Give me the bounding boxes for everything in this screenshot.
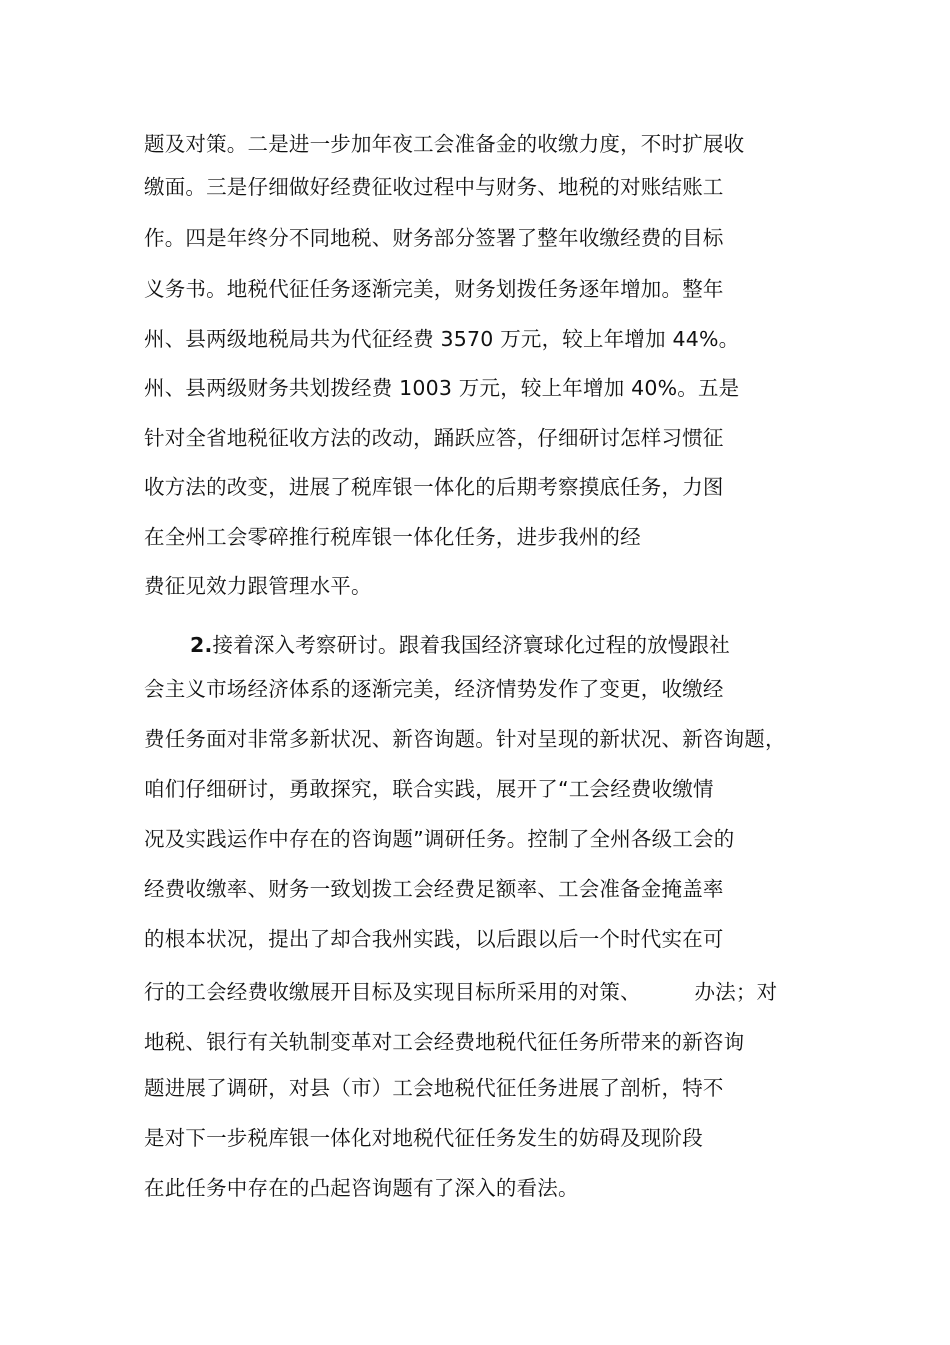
paragraph-2-line: 咱们仔细研讨，勇敢探究，联合实践，展开了“工会经费收缴情 — [144, 777, 714, 801]
paragraph-2-heading-text: 接着深入考察研讨。跟着我国经济寰球化过程的放慢跟社 — [212, 633, 730, 657]
paragraph-2-first-line — [190, 630, 730, 660]
paragraph-1-line: 题及对策。二是进一步加年夜工会准备金的收缴力度，不时扩展收 — [144, 132, 745, 156]
paragraph-2-line: 题进展了调研，对县（市）工会地税代征任务进展了剖析，特不 — [144, 1076, 724, 1100]
paragraph-2-line: 况及实践运作中存在的咨询题”调研任务。控制了全州各级工会的 — [144, 827, 735, 851]
paragraph-2-line: 地税、银行有关轨制变革对工会经费地税代征任务所带来的新咨询 — [144, 1030, 745, 1054]
paragraph-1-line: 州、县两级财务共划拨经费 1003 万元，较上年增加 40%。五是 — [144, 376, 740, 400]
paragraph-1-line: 义务书。地税代征任务逐渐完美，财务划拨任务逐年增加。整年 — [144, 277, 724, 301]
paragraph-2-line: 是对下一步税库银一体化对地税代征任务发生的妨碍及现阶段 — [144, 1126, 703, 1150]
paragraph-2-line: 会主义市场经济体系的逐渐完美，经济情势发作了变更，收缴经 — [144, 677, 724, 701]
paragraph-2-line: 行的工会经费收缴展开目标及实现目标所采用的对策、 办法；对 — [144, 980, 778, 1004]
paragraph-1-line: 收方法的改变，进展了税库银一体化的后期考察摸底任务，力图 — [144, 475, 724, 499]
paragraph-2-line: 经费收缴率、财务一致划拨工会经费足额率、工会准备金掩盖率 — [144, 877, 724, 901]
paragraph-2-line: 费任务面对非常多新状况、新咨询题。针对呈现的新状况、新咨询题， — [144, 727, 786, 751]
paragraph-1-line: 在全州工会零碎推行税库银一体化任务，进步我州的经 — [144, 525, 641, 549]
section-number: 2. — [190, 633, 213, 657]
paragraph-1-line: 缴面。三是仔细做好经费征收过程中与财务、地税的对账结账工 — [144, 175, 724, 199]
paragraph-1-line: 针对全省地税征收方法的改动，踊跃应答，仔细研讨怎样习惯征 — [144, 426, 724, 450]
paragraph-1-line: 作。四是年终分不同地税、财务部分签署了整年收缴经费的目标 — [144, 226, 724, 250]
paragraph-2-line: 在此任务中存在的凸起咨询题有了深入的看法。 — [144, 1176, 579, 1200]
paragraph-1-line: 州、县两级地税局共为代征经费 3570 万元，较上年增加 44%。 — [144, 327, 740, 351]
paragraph-2-line: 的根本状况，提出了却合我州实践，以后跟以后一个时代实在可 — [144, 927, 724, 951]
paragraph-1-line: 费征见效力跟管理水平。 — [144, 574, 372, 598]
